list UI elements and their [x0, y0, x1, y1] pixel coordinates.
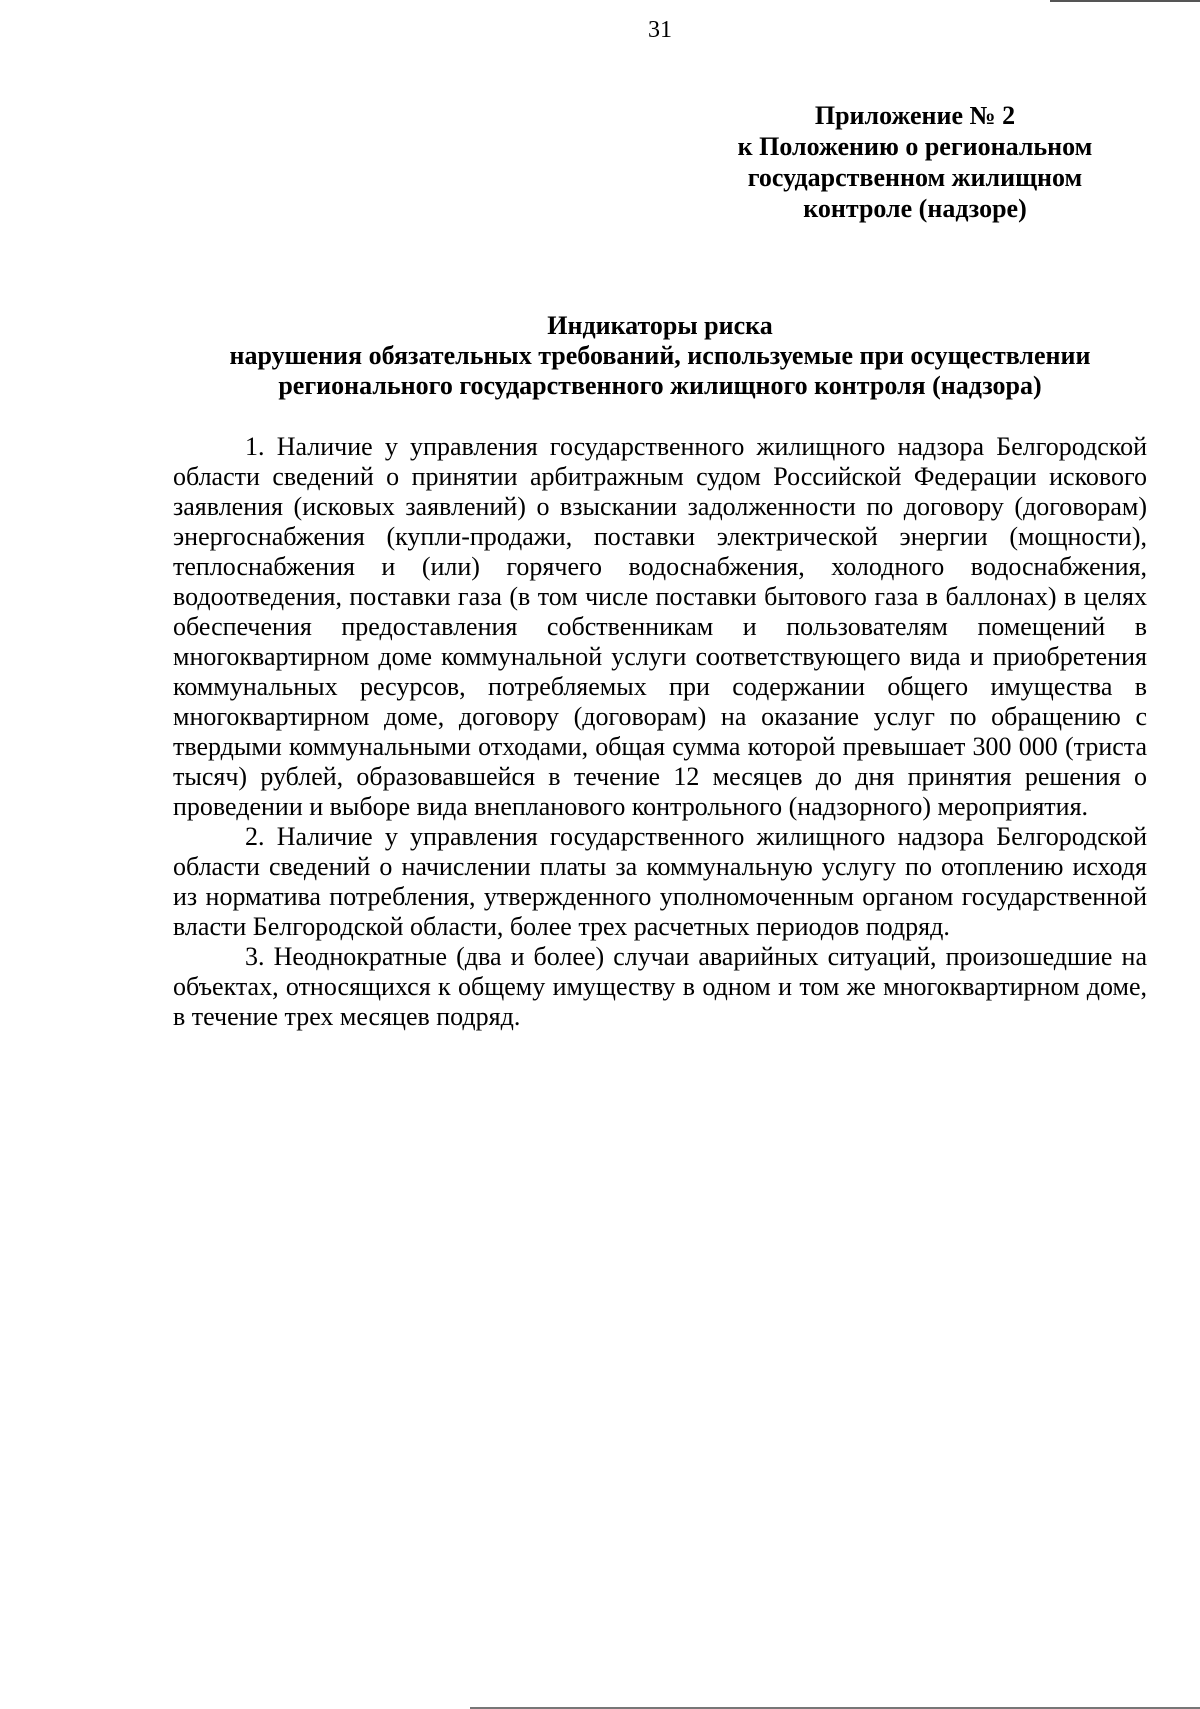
paragraph-3: 3. Неоднократные (два и более) случаи аварийных ситуаций, произошедшие на объектах, относящихся к общему имуществу в одном и том же многоквартирном доме, в течение трех месяцев подряд. [173, 942, 1147, 1031]
title-line-3: регионального государственного жилищного контроля (надзора) [278, 371, 1042, 400]
title-line-1: Индикаторы риска [547, 311, 773, 340]
scan-edge-line [1050, 0, 1200, 2]
document-title [160, 311, 1160, 401]
document-body [173, 432, 1147, 1032]
page-number: 31 [648, 17, 672, 43]
paragraph-1: 1. Наличие у управления государственного жилищного надзора Белгородской области сведений о принятии арбитражным судом Российской Федерации искового заявления (исковых заявлений) о взыскании задолженности по договору (договорам) энергоснабжения (купли-продажи, поставки электрической энергии (мощности), теплоснабжения и (или) горячего водоснабжения, холодного водоснабжения, водоотведения, поставки газа (в том числе поставки бытового газа в баллонах) в целях обеспечения предоставления собственникам и пользователям помещений в многоквартирном доме коммунальной услуги соответствующего вида и приобретения коммунальных ресурсов, потребляемых при содержании общего имущества в многоквартирном доме, договору (договорам) на оказание услуг по обращению с твердыми коммунальными отходами, общая сумма которой превышает 300 000 (триста тысяч) рублей, образовавшейся в течение 12 месяцев до дня принятия решения о проведении и выборе вида внепланового контрольного (надзорного) мероприятия. [173, 432, 1147, 821]
title-line-2: нарушения обязательных требований, используемые при осуществлении [229, 341, 1091, 370]
appendix-line-2: к Положению о региональном [737, 132, 1093, 161]
appendix-line-4: контроле (надзоре) [803, 194, 1027, 223]
appendix-heading [680, 100, 1150, 224]
paragraph-2: 2. Наличие у управления государственного жилищного надзора Белгородской области сведений о начислении платы за коммунальную услугу по отоплению исходя из норматива потребления, утвержденного уполномоченным органом государственной власти Белгородской области, более трех расчетных периодов подряд. [173, 822, 1147, 941]
appendix-line-3: государственном жилищном [747, 163, 1083, 192]
appendix-line-1: Приложение № 2 [814, 101, 1016, 130]
